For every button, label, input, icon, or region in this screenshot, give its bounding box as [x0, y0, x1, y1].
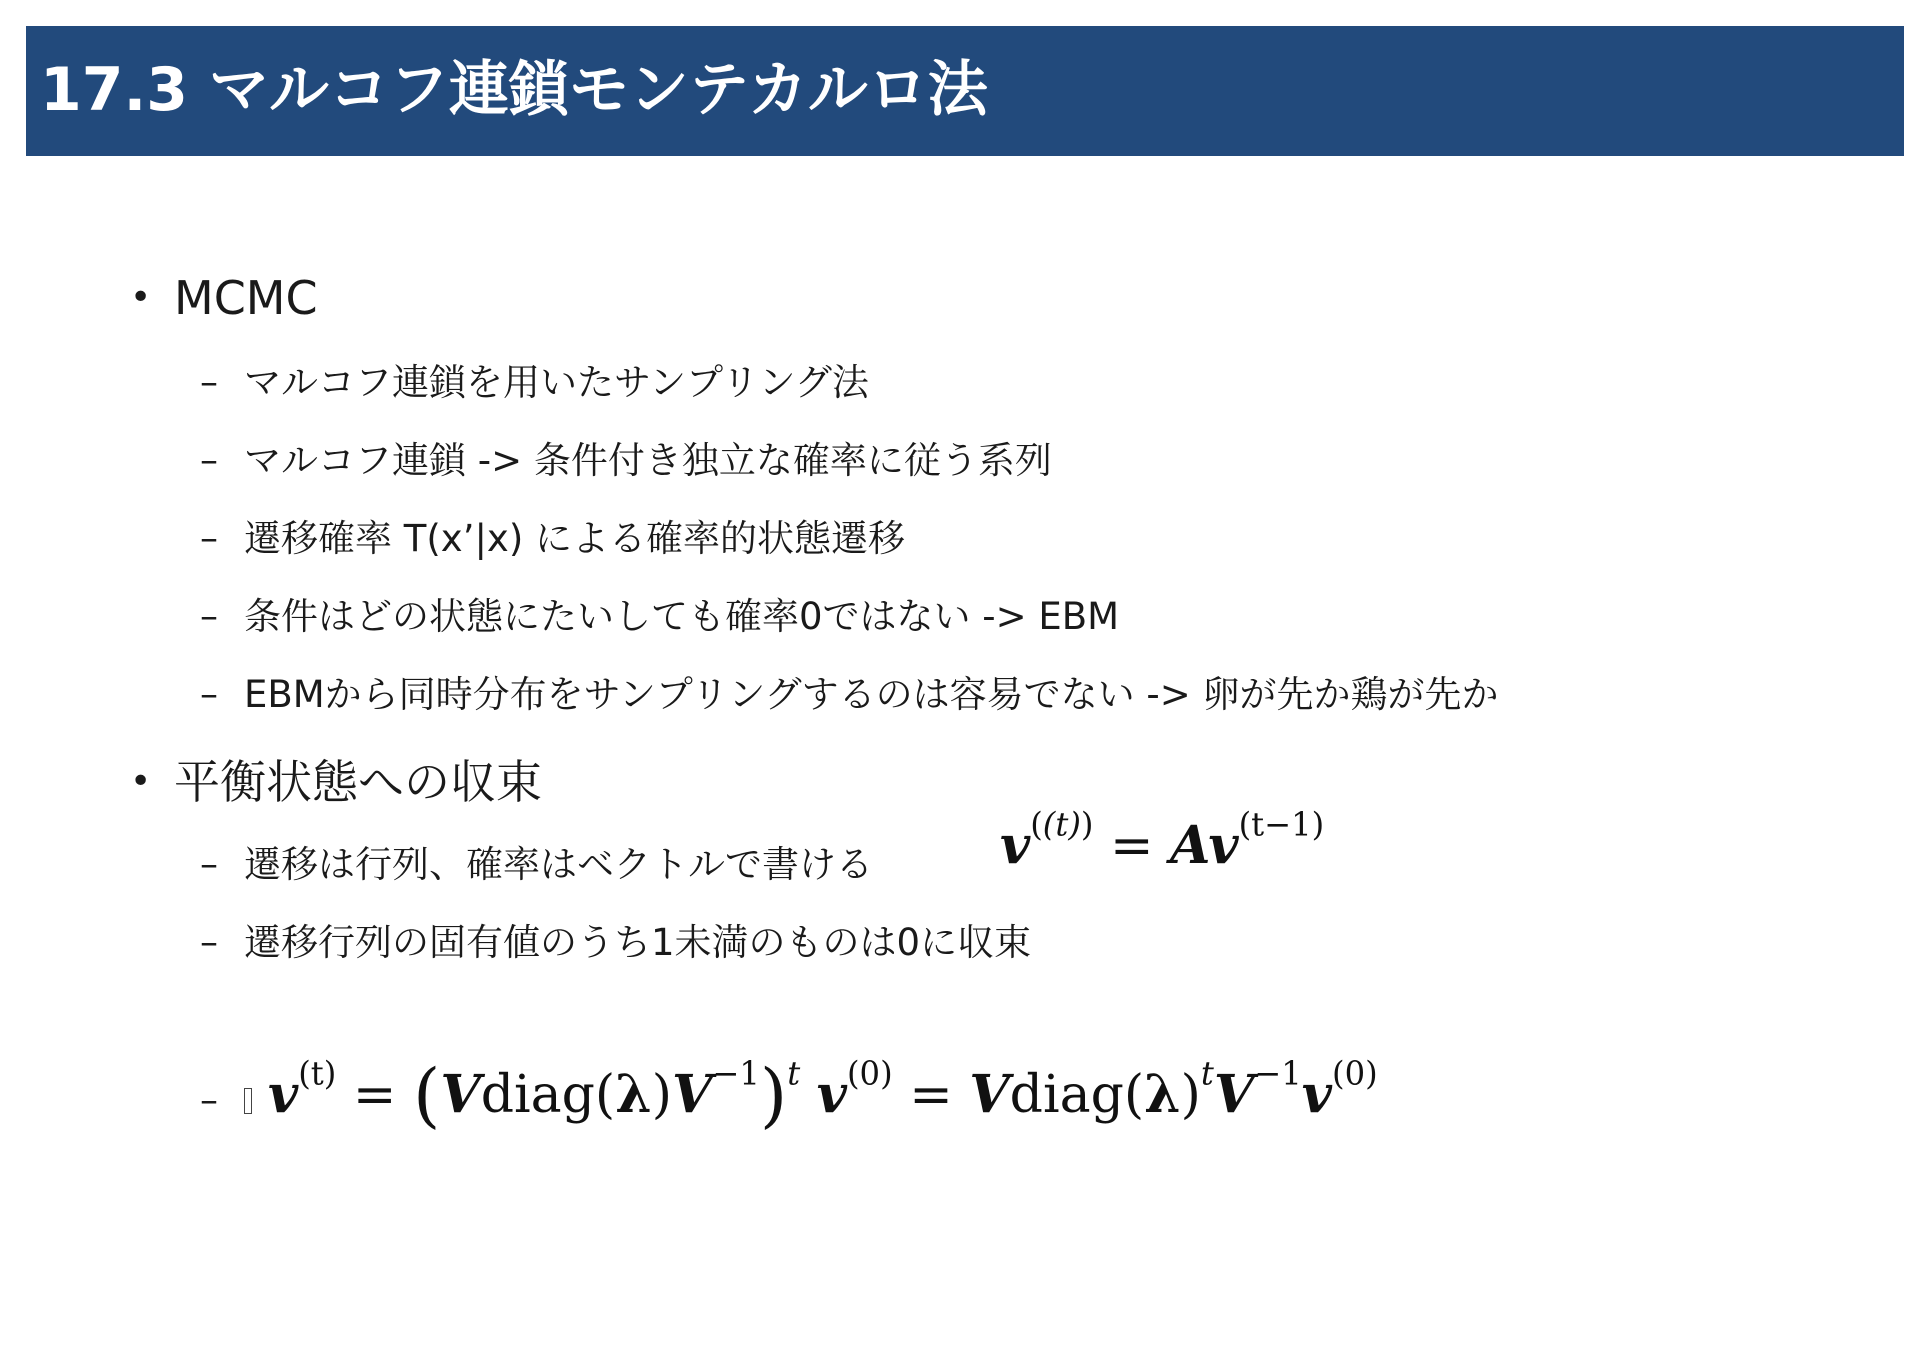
bullet-marker: •	[130, 277, 152, 318]
formula-superscript: −1	[712, 1054, 760, 1093]
formula-superscript: ((t))	[1030, 805, 1094, 844]
formula-operator: =	[909, 1064, 953, 1125]
dash-marker: –	[200, 596, 218, 637]
formula-symbol: (t)	[1042, 805, 1081, 844]
formula-symbol: V	[969, 1063, 1010, 1125]
formula-operator: =	[352, 1064, 397, 1125]
dash-marker: –	[200, 518, 218, 559]
bullet-text: 平衡状態への収束	[174, 755, 542, 809]
dash-marker: –	[200, 362, 218, 403]
formula-symbol: v	[816, 1063, 847, 1125]
formula-superscript: −1	[1254, 1054, 1302, 1093]
formula-superscript: (0)	[846, 1054, 893, 1093]
formula-paren: )	[1180, 1064, 1201, 1125]
dash-marker: –	[200, 922, 218, 963]
formula-function: diag(	[480, 1064, 616, 1125]
sub-item-text: 条件はどの状態にたいしても確率0ではない -> EBM	[244, 595, 1120, 638]
formula-symbol: λ	[1144, 1063, 1181, 1125]
formula-symbol: V	[1213, 1063, 1255, 1125]
bullet-marker: •	[130, 761, 152, 802]
formula-symbol: v	[1000, 815, 1031, 876]
sub-item-text: 遷移は行列、確率はベクトルで書ける	[244, 843, 873, 886]
formula-function: diag(	[1009, 1064, 1145, 1125]
dash-marker: –	[200, 674, 218, 715]
formula-symbol: v	[1301, 1063, 1332, 1125]
formula-superscript: (0)	[1332, 1054, 1378, 1093]
sub-item-text: マルコフ連鎖 -> 条件付き独立な確率に従う系列	[244, 439, 1052, 482]
formula-superscript: t	[787, 1054, 801, 1093]
sub-item-text: 遷移行列の固有値のうち1未満のものは0に収束	[244, 921, 1032, 964]
sub-item-text: 遷移確率 T(x’|x) による確率的状態遷移	[244, 517, 906, 560]
formula-symbol: A	[1170, 815, 1209, 876]
formula-paren: )	[759, 1054, 788, 1136]
dash-marker: –	[200, 844, 218, 885]
formula-superscript: (t)	[298, 1054, 337, 1093]
formula-paren: (	[412, 1054, 441, 1136]
formula-symbol: V	[440, 1063, 481, 1125]
formula-symbol: V	[671, 1063, 713, 1125]
formula-paren: )	[651, 1064, 672, 1125]
slide-title: 17.3 マルコフ連鎖モンテカルロ法	[40, 55, 988, 125]
formula-symbol: λ	[615, 1063, 652, 1125]
bullet-text: MCMC	[174, 271, 318, 325]
missing-glyph-box	[244, 1088, 252, 1114]
formula-operator: =	[1110, 816, 1154, 876]
formula-superscript: (t−1)	[1238, 805, 1325, 844]
sub-item-text: EBMから同時分布をサンプリングするのは容易でない -> 卵が先か鶏が先か	[244, 673, 1499, 716]
dash-marker: –	[200, 1080, 218, 1121]
sub-item-text: マルコフ連鎖を用いたサンプリング法	[244, 361, 869, 404]
formula-symbol: v	[1208, 815, 1239, 876]
eigen-decomposition-formula	[268, 1054, 1378, 1136]
transition-formula	[1000, 805, 1325, 876]
formula-superscript: t	[1200, 1054, 1214, 1093]
formula-symbol: v	[268, 1063, 299, 1125]
dash-marker: –	[200, 440, 218, 481]
